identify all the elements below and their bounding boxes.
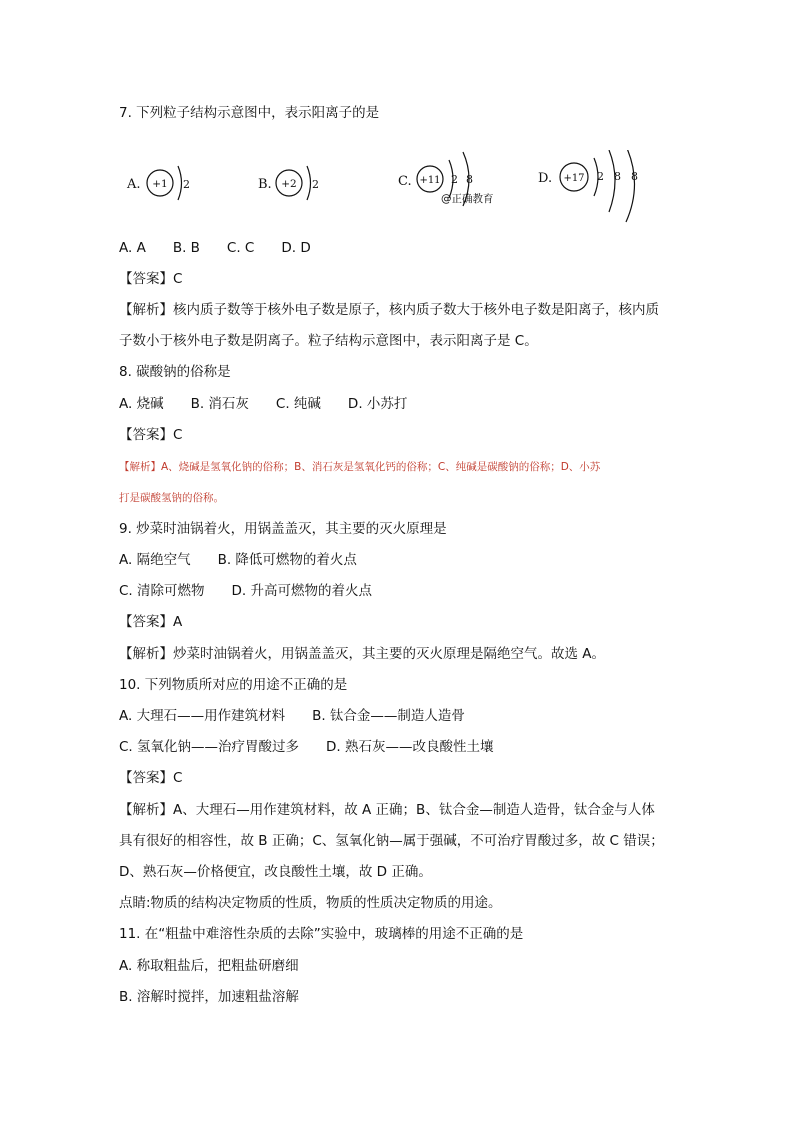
q10-analysis-line-1: 【解析】A、大理石—用作建筑材料，故 A 正确；B、钛合金—制造人造骨，钛合金与人体 [119, 802, 655, 818]
q7-analysis-line-1: 【解析】核内质子数等于核外电子数是原子，核内质子数大于核外电子数是阳离子，核内质 [119, 302, 659, 318]
diagram-d-nucleus: +17 [563, 173, 585, 184]
diagram-c-shell-2: 8 [466, 173, 473, 186]
q8-analysis-line-1: 【解析】A、烧碱是氢氧化钠的俗称；B、消石灰是氢氧化钙的俗称；C、纯碱是碳酸钠的俗称；D、小苏 [119, 461, 601, 473]
watermark: @正确教育 [441, 193, 494, 205]
q9-options-line-2: C. 清除可燃物 D. 升高可燃物的着火点 [119, 583, 372, 599]
q8-stem: 8. 碳酸钠的俗称是 [119, 364, 231, 380]
q11-stem: 11. 在“粗盐中难溶性杂质的去除”实验中，玻璃棒的用途不正确的是 [119, 926, 524, 942]
q8-analysis-line-2: 打是碳酸氢钠的俗称。 [119, 492, 224, 504]
diagram-a-shell-1: 2 [183, 178, 190, 191]
diagram-d-label: D. [538, 171, 553, 186]
q8-answer: 【答案】C [119, 427, 183, 443]
diagram-d-shell-3: 8 [631, 170, 638, 183]
diagram-b-shell-1: 2 [312, 178, 319, 191]
diagram-c [398, 152, 494, 206]
q10-answer: 【答案】C [119, 770, 183, 786]
diagram-c-label: C. [398, 174, 412, 189]
q7-analysis-line-2: 子数小于核外电子数是阴离子。粒子结构示意图中，表示阳离子是 C。 [119, 333, 538, 349]
diagram-d [538, 150, 638, 222]
diagram-d-shell-2: 8 [614, 170, 621, 183]
diagram-c-shell-1: 2 [451, 173, 458, 186]
q7-stem: 7. 下列粒子结构示意图中，表示阳离子的是 [119, 105, 380, 121]
diagram-b-label: B. [258, 177, 272, 192]
q10-note: 点睛:物质的结构决定物质的性质，物质的性质决定物质的用途。 [119, 895, 502, 911]
q7-particle-diagrams [119, 150, 679, 230]
diagram-c-nucleus: +11 [419, 175, 441, 186]
q9-options-line-1: A. 隔绝空气 B. 降低可燃物的着火点 [119, 552, 357, 568]
q10-stem: 10. 下列物质所对应的用途不正确的是 [119, 677, 348, 693]
q8-options: A. 烧碱 B. 消石灰 C. 纯碱 D. 小苏打 [119, 396, 408, 412]
diagram-a [126, 166, 190, 200]
q10-options-line-1: A. 大理石——用作建筑材料 B. 钛合金——制造人造骨 [119, 708, 465, 724]
q7-answer: 【答案】C [119, 271, 183, 287]
q11-option-a: A. 称取粗盐后，把粗盐研磨细 [119, 958, 299, 974]
q10-analysis-line-3: D、熟石灰—价格便宜，改良酸性土壤，故 D 正确。 [119, 864, 432, 880]
q10-options-line-2: C. 氢氧化钠——治疗胃酸过多 D. 熟石灰——改良酸性土壤 [119, 739, 494, 755]
q9-analysis: 【解析】炒菜时油锅着火，用锅盖盖灭，其主要的灭火原理是隔绝空气。故选 A。 [119, 646, 606, 662]
q10-analysis-line-2: 具有很好的相容性，故 B 正确；C、氢氧化钠—属于强碱，不可治疗胃酸过多，故 C 错误； [119, 833, 664, 849]
diagram-b [258, 166, 319, 200]
diagram-d-shell-1: 2 [597, 170, 604, 183]
q9-answer: 【答案】A [119, 614, 183, 630]
q11-option-b: B. 溶解时搅拌，加速粗盐溶解 [119, 989, 299, 1005]
diagram-a-label: A. [127, 177, 141, 192]
diagram-b-nucleus: +2 [281, 178, 297, 190]
q9-stem: 9. 炒菜时油锅着火，用锅盖盖灭，其主要的灭火原理是 [119, 521, 447, 537]
q7-options: A. A B. B C. C D. D [119, 240, 311, 256]
diagram-a-nucleus: +1 [152, 178, 168, 190]
